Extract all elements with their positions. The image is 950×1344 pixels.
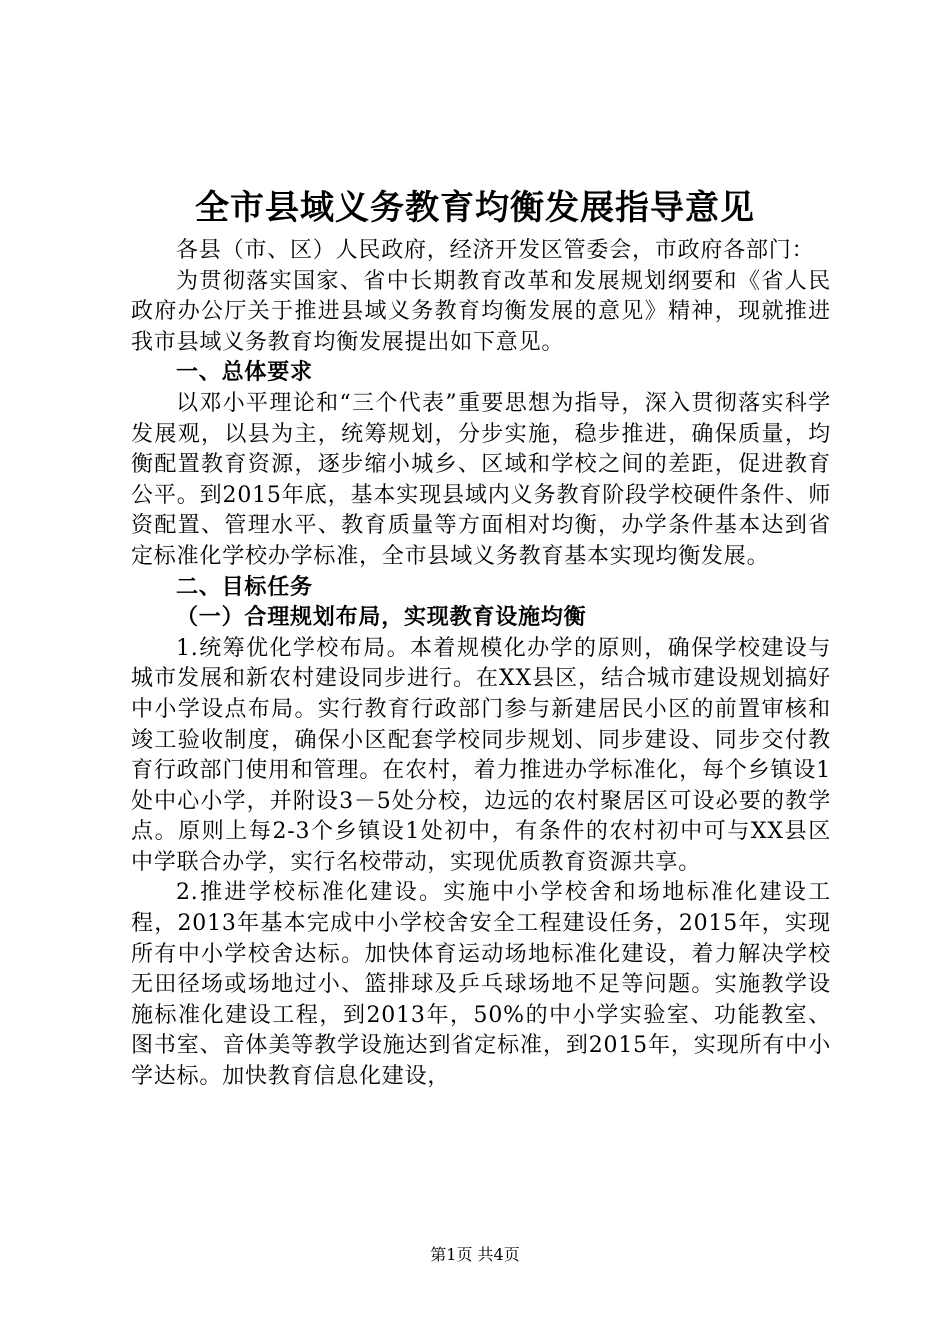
section1-paragraph: 以邓小平理论和“三个代表”重要思想为指导，深入贯彻落实科学发展观，以县为主，统筹规划，分步实施，稳步推进，确保质量，均衡配置教育资源，逐步缩小城乡、区域和学校之间的差距，促进教育公平。到2015年底，基本实现县域内义务教育阶段学校硬件条件、师资配置、管理水平、教育质量等方面相对均衡，办学条件基本达到省定标准化学校办学标准，全市县域义务教育基本实现均衡发展。: [131, 390, 831, 569]
page-footer: 第1页 共4页: [430, 1245, 520, 1264]
item2-paragraph: 2.推进学校标准化建设。实施中小学校舍和场地标准化建设工程，2013年基本完成中小学校舍安全工程建设任务，2015年，实现所有中小学校舍达标。加快体育运动场地标准化建设，着力解决学校无田径场或场地过小、篮排球及乒乓球场地不足等问题。实施教学设施标准化建设工程，到2013年，50%的中小学实验室、功能教室、图书室、音体美等教学设施达到省定标准，到2015年，实现所有中小学达标。加快教育信息化建设，: [131, 880, 831, 1090]
section-heading-general-requirements: 一、总体要求: [176, 360, 313, 386]
section-heading-goals-tasks: 二、目标任务: [176, 574, 313, 600]
item1-paragraph: 1.统筹优化学校布局。本着规模化办学的原则，确保学校建设与城市发展和新农村建设同步进行。在XX县区，结合城市建设规划搞好中小学设点布局。实行教育行政部门参与新建居民小区的前置审核和竣工验收制度，确保小区配套学校同步规划、同步建设、同步交付教育行政部门使用和管理。在农村，着力推进办学标准化，每个乡镇设1处中心小学，并附设3－5处分校，边远的农村聚居区可设必要的教学点。原则上每2-3个乡镇设1处初中，有条件的农村初中可与XX县区中学联合办学，实行名校带动，实现优质教育资源共享。: [131, 635, 831, 875]
document-body: [131, 236, 831, 1093]
intro-paragraph: 为贯彻落实国家、省中长期教育改革和发展规划纲要和《省人民政府办公厅关于推进县域义务教育均衡发展的意见》精神，现就推进我市县域义务教育均衡发展提出如下意见。: [131, 268, 831, 355]
salutation-paragraph: 各县（市、区）人民政府，经济开发区管委会，市政府各部门：: [176, 238, 815, 263]
subsection-heading-layout-planning: （一）合理规划布局，实现教育设施均衡: [176, 605, 587, 631]
document-title: 全市县域义务教育均衡发展指导意见: [195, 188, 755, 228]
